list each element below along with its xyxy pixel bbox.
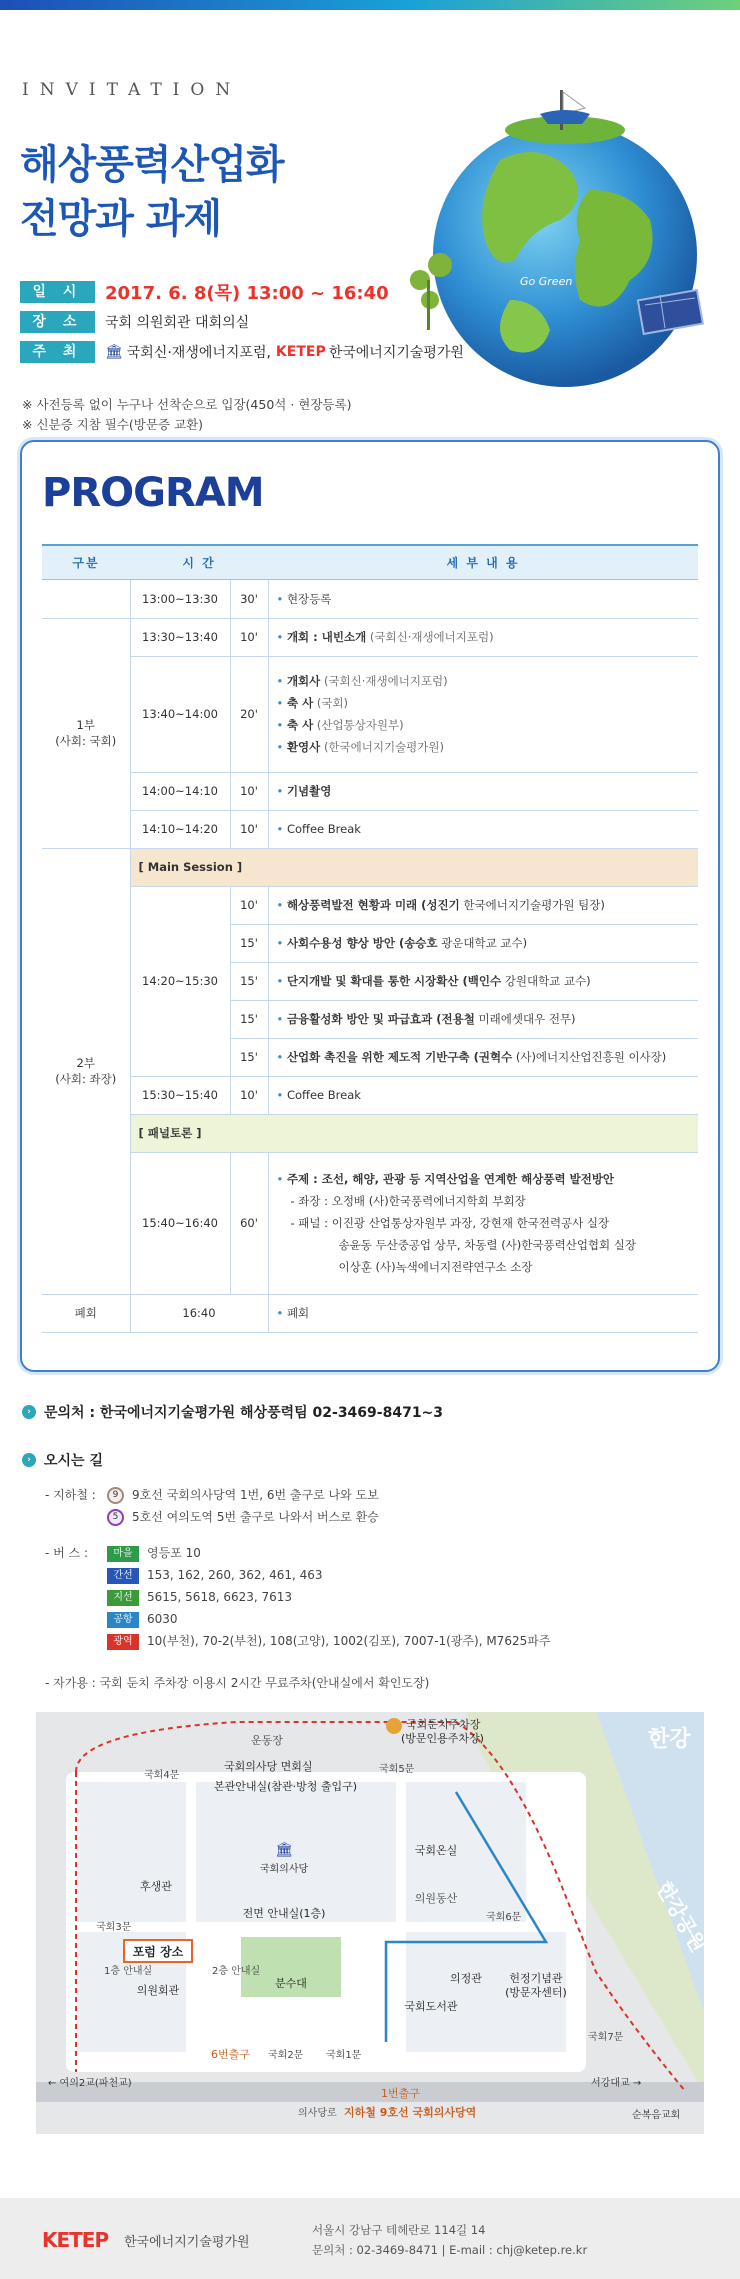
map-forum: 포럼 장소 xyxy=(132,1945,184,1959)
map-guide1: 1층 안내실 xyxy=(104,1966,153,1977)
map-yeouido-bridge: ← 여의2교(파천교) xyxy=(48,2078,132,2089)
map-han-park: 한강공원 xyxy=(651,1877,712,1957)
detail-cell xyxy=(268,924,698,962)
panel-members: - 패널 : 이진광 산업통상자원부 과장, 강현재 한국전력공사 실장 xyxy=(290,1216,610,1230)
map-gate3: 국회3문 xyxy=(96,1922,132,1933)
time-cell: 15:40~16:40 xyxy=(130,1152,230,1294)
detail-text: • Coffee Break xyxy=(277,822,361,836)
duration-cell: 15' xyxy=(230,962,268,1000)
map-exit1: 1번출구 xyxy=(381,2087,420,2100)
speech-title: 축 사 xyxy=(286,696,314,710)
bus-text: 5615, 5618, 6623, 7613 xyxy=(147,1590,293,1604)
info-tag-venue: 장 소 xyxy=(20,311,95,333)
event-host: 국회신·재생에너지포럼, xyxy=(126,344,271,361)
map-members-bldg: 의원회관 xyxy=(136,1984,180,1997)
title-line2: 전망과 과제 xyxy=(20,196,222,242)
detail-cell xyxy=(268,810,698,848)
info-tag-date: 일 시 xyxy=(20,281,95,303)
detail-cell xyxy=(268,1076,698,1114)
speech-note: (한국에너지기술평가원) xyxy=(323,740,444,754)
talk-speaker: 광운대학교 교수) xyxy=(441,936,528,950)
table-row xyxy=(42,1076,698,1114)
bus-tag: 지선 xyxy=(107,1590,139,1606)
duration-cell: 10' xyxy=(230,810,268,848)
map-gate1: 국회1문 xyxy=(326,2050,362,2061)
detail-cell xyxy=(268,1038,698,1076)
footer-org: 한국에너지기술평가원 xyxy=(124,2235,250,2250)
ketep-logo-inline xyxy=(276,344,326,360)
table-header-row xyxy=(42,545,698,579)
location-map xyxy=(36,1712,712,2134)
table-row xyxy=(42,772,698,810)
talk-title: 금융활성화 방안 및 파급효과 (전용철 xyxy=(286,1012,475,1026)
detail-bold: 기념촬영 xyxy=(286,784,332,798)
map-seogang: 서강대교 → xyxy=(591,2078,642,2089)
map-guide2: 2층 안내실 xyxy=(212,1966,261,1977)
map-field: 운동장 xyxy=(251,1734,283,1747)
assembly-icon: 🏛 xyxy=(275,1842,293,1858)
map-main-hall: 국회의사당 xyxy=(259,1864,309,1875)
info-venue-row xyxy=(20,308,464,335)
time-cell: 14:10~14:20 xyxy=(130,810,230,848)
bus-text: 10(부천), 70-2(부천), 108(고양), 1002(김포), 7007-1(광주), M7625파주 xyxy=(147,1634,551,1648)
detail-cell xyxy=(268,1152,698,1294)
title-line1: 해상풍력산업화 xyxy=(20,142,284,188)
map-station: 지하철 9호선 국회의사당역 xyxy=(344,2106,477,2119)
assembly-icon: 🏛 xyxy=(105,343,123,360)
chevron-right-icon: › xyxy=(22,1405,36,1419)
speech-title: 축 사 xyxy=(286,718,314,732)
duration-cell: 10' xyxy=(230,772,268,810)
map-memorial-1: 헌정기념관 xyxy=(509,1972,563,1985)
directions-heading xyxy=(22,1450,103,1470)
duration-cell: 15' xyxy=(230,1000,268,1038)
panel-session-bar: [ 패널토론 ] xyxy=(130,1114,698,1152)
bus-tag: 마을 xyxy=(107,1546,139,1562)
map-welfare: 후생관 xyxy=(140,1880,172,1893)
bus-tag: 간선 xyxy=(107,1568,139,1584)
car-info xyxy=(45,1672,429,1694)
table-row xyxy=(42,1152,698,1294)
bus-text: 153, 162, 260, 362, 461, 463 xyxy=(147,1568,323,1582)
subway-line9-icon: 9 xyxy=(107,1487,124,1504)
time-cell: 13:40~14:00 xyxy=(130,656,230,772)
close-cell: 폐회 xyxy=(42,1294,130,1332)
map-sunbok: 순복음교회 xyxy=(632,2110,681,2121)
program-table xyxy=(42,544,698,1333)
map-gate4: 국회4문 xyxy=(144,1770,180,1781)
map-gate2: 국회2문 xyxy=(268,2050,304,2061)
time-cell: 13:00~13:30 xyxy=(130,579,230,618)
map-visitor: 국회의사당 면회실 xyxy=(224,1760,313,1773)
event-venue: 국회 의원회관 대회의실 xyxy=(105,314,250,331)
time-cell: 14:20~15:30 xyxy=(130,886,230,1076)
part2-cell xyxy=(42,848,130,1294)
part2-label: 2부 xyxy=(76,1056,95,1070)
talk-title: 산업화 촉진을 위한 제도적 기반구축 (권혁수 xyxy=(286,1050,513,1064)
detail-text: • 폐회 xyxy=(277,1306,310,1320)
map-uisadang-road: 의사당로 xyxy=(298,2108,337,2119)
talk-speaker: 강원대학교 교수) xyxy=(504,974,591,988)
talk-speaker: 미래에셋대우 전무) xyxy=(478,1012,576,1026)
talk-speaker: (사)에너지산업진흥원 이사장) xyxy=(515,1050,667,1064)
note-2: ※ 신분증 지참 필수(방문증 교환) xyxy=(22,417,204,432)
footer-logo xyxy=(42,2228,108,2252)
contact-line xyxy=(22,1402,443,1422)
map-gate5: 국회5문 xyxy=(379,1764,415,1775)
invitation-label: INVITATION xyxy=(22,80,242,100)
map-greenhouse: 국회온실 xyxy=(414,1844,458,1857)
speech-note: (국회) xyxy=(316,696,349,710)
detail-text: • 현장등록 xyxy=(277,592,332,606)
entry-notes xyxy=(22,395,351,435)
part1-label: 1부 xyxy=(76,718,95,732)
map-lecture: 의정관 xyxy=(450,1972,482,1985)
speech-title: 환영사 xyxy=(286,740,321,754)
top-gradient-bar xyxy=(0,0,740,10)
table-row xyxy=(42,810,698,848)
detail-cell xyxy=(268,618,698,656)
part1-host: (사회: 국회) xyxy=(55,734,117,748)
detail-cell xyxy=(268,656,698,772)
time-cell: 14:00~14:10 xyxy=(130,772,230,810)
bus-tag: 공항 xyxy=(107,1612,139,1628)
map-parking-1: 국회둔치주차장 xyxy=(406,1718,481,1731)
info-date-row xyxy=(20,278,464,305)
detail-note: (국회신·재생에너지포럼) xyxy=(369,630,494,644)
table-row xyxy=(42,579,698,618)
bus-label: - 버 스 : xyxy=(45,1546,89,1560)
subway-info xyxy=(45,1484,379,1528)
panel-topic: 주제 : 조선, 해양, 관광 등 지역산업을 연계한 해상풍력 발전방안 xyxy=(286,1172,615,1186)
col-header-time: 시 간 xyxy=(130,545,268,579)
time-cell: 15:30~15:40 xyxy=(130,1076,230,1114)
ketep-logo-text: KETEP xyxy=(275,343,326,360)
panel-members: 이상훈 (사)녹색에너지전략연구소 소장 xyxy=(338,1260,533,1274)
duration-cell: 15' xyxy=(230,924,268,962)
part-cell xyxy=(42,579,130,618)
info-host-row xyxy=(20,338,464,365)
info-tag-host: 주 최 xyxy=(20,341,95,363)
map-parking-2: (방문인용주차장) xyxy=(401,1732,484,1745)
col-header-part: 구분 xyxy=(42,545,130,579)
chevron-right-icon: › xyxy=(22,1453,36,1467)
part2-host: (사회: 좌장) xyxy=(55,1072,117,1086)
subway-text: 5호선 여의도역 5번 출구로 나와서 버스로 환승 xyxy=(132,1510,379,1524)
map-memorial-2: (방문자센터) xyxy=(505,1986,567,1999)
table-row xyxy=(42,618,698,656)
table-row xyxy=(42,848,698,886)
duration-cell: 15' xyxy=(230,1038,268,1076)
map-gate7: 국회7문 xyxy=(588,2032,624,2043)
footer-address: 서울시 강남구 테헤란로 114길 14 xyxy=(312,2223,486,2237)
detail-cell xyxy=(268,886,698,924)
bus-tag: 광역 xyxy=(107,1634,139,1650)
panel-members: 송윤동 두산중공업 상무, 차동렬 (사)한국풍력산업협회 실장 xyxy=(338,1238,637,1252)
time-cell: 16:40 xyxy=(130,1294,268,1332)
program-box xyxy=(20,440,720,1372)
time-cell: 13:30~13:40 xyxy=(130,618,230,656)
main-session-bar: [ Main Session ] xyxy=(130,848,698,886)
note-1: ※ 사전등록 없이 누구나 선착순으로 입장(450석 · 현장등록) xyxy=(22,397,352,412)
detail-cell xyxy=(268,1294,698,1332)
subway-line5-icon: 5 xyxy=(107,1509,124,1526)
footer-logo-text: KETEP xyxy=(42,2228,109,2252)
table-row xyxy=(42,1294,698,1332)
talk-title: 단지개발 및 확대를 통한 시장확산 (백인수 xyxy=(286,974,502,988)
footer-address-block xyxy=(312,2220,587,2260)
map-exit6: 6번출구 xyxy=(211,2048,250,2061)
map-gate6: 국회6문 xyxy=(486,1912,522,1923)
car-text: - 자가용 : 국회 둔치 주차장 이용시 2시간 무료주차(안내실에서 확인도장) xyxy=(45,1676,430,1690)
duration-cell: 30' xyxy=(230,579,268,618)
subway-text: 9호선 국회의사당역 1번, 6번 출구로 나와 도보 xyxy=(132,1488,379,1502)
globe-label: Go Green xyxy=(520,275,573,288)
detail-bold: 개회 : 내빈소개 xyxy=(286,630,367,644)
duration-cell: 60' xyxy=(230,1152,268,1294)
map-assembly-garden: 의원동산 xyxy=(414,1892,458,1905)
map-fountain: 분수대 xyxy=(275,1977,307,1990)
contact-text: 문의처 : 한국에너지기술평가원 해상풍력팀 02-3469-8471~3 xyxy=(44,1405,444,1421)
bus-text: 6030 xyxy=(147,1612,178,1626)
directions-heading-text: 오시는 길 xyxy=(44,1453,103,1469)
col-header-detail: 세 부 내 용 xyxy=(268,545,698,579)
map-library: 국회도서관 xyxy=(404,2000,458,2013)
map-info-center: 본관안내실(참관·방청 출입구) xyxy=(214,1780,358,1793)
event-host-org: 한국에너지기술평가원 xyxy=(328,344,464,361)
part1-cell xyxy=(42,618,130,848)
bus-text: 영등포 10 xyxy=(147,1546,201,1560)
map-han-river: 한강 xyxy=(648,1727,691,1752)
hero-section xyxy=(0,10,740,440)
table-row xyxy=(42,886,698,924)
detail-cell xyxy=(268,1000,698,1038)
speech-note: (국회신·재생에너지포럼) xyxy=(323,674,448,688)
duration-cell: 10' xyxy=(230,886,268,924)
page-title xyxy=(20,138,283,246)
detail-cell xyxy=(268,962,698,1000)
detail-text: • Coffee Break xyxy=(277,1088,361,1102)
detail-cell xyxy=(268,772,698,810)
table-row xyxy=(42,656,698,772)
speech-note: (산업통상자원부) xyxy=(316,718,404,732)
talk-title: 사회수용성 향상 방안 (송승호 xyxy=(286,936,438,950)
event-info xyxy=(20,278,464,368)
subway-label: - 지하철 : xyxy=(45,1488,96,1502)
table-row xyxy=(42,1114,698,1152)
event-date: 2017. 6. 8(목) 13:00 ~ 16:40 xyxy=(105,282,389,304)
footer xyxy=(0,2198,740,2279)
detail-cell xyxy=(268,579,698,618)
map-front-info: 전면 안내실(1층) xyxy=(242,1907,326,1920)
program-heading: PROGRAM xyxy=(42,470,264,516)
bus-info xyxy=(45,1542,550,1652)
speech-title: 개회사 xyxy=(286,674,321,688)
panel-chair: - 좌장 : 오정배 (사)한국풍력에너지학회 부회장 xyxy=(290,1194,526,1208)
talk-title: 해상풍력발전 현황과 미래 (성진기 xyxy=(286,898,460,912)
duration-cell: 20' xyxy=(230,656,268,772)
duration-cell: 10' xyxy=(230,618,268,656)
footer-contact: 문의처 : 02-3469-8471 | E-mail : chj@ketep.re.kr xyxy=(312,2243,588,2257)
talk-speaker: 한국에너지기술평가원 팀장) xyxy=(463,898,605,912)
duration-cell: 10' xyxy=(230,1076,268,1114)
